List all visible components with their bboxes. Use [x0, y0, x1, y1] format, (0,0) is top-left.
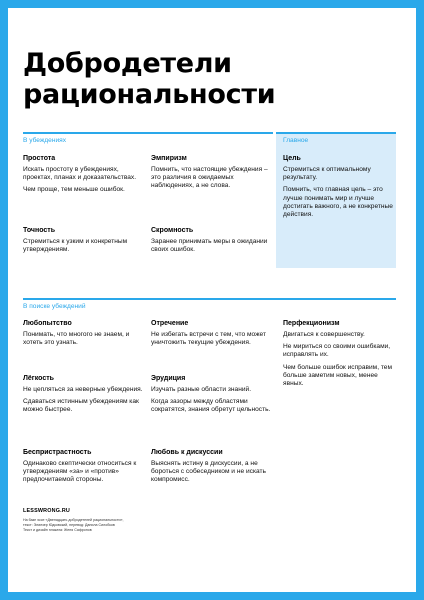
virtue-text: Когда зазоры между областями сократятся, знания обретут цельность.: [151, 398, 271, 414]
section-label-beliefs: В убеждениях: [23, 137, 67, 144]
virtue-text: Заранее принимать меры в ожидании своих ошибок.: [151, 238, 268, 254]
site-link[interactable]: LESSWRONG.RU: [23, 508, 71, 514]
virtue-heading: Скромность: [151, 227, 194, 234]
virtue-heading: Отречение: [151, 320, 189, 327]
virtue-tsel: [283, 154, 393, 223]
virtue-text: Стремиться к узким и конкретным утверждениям.: [23, 238, 128, 254]
virtue-heading: Эмпиризм: [151, 155, 187, 162]
virtue-text: Двигаться к совершенству.: [283, 331, 365, 338]
virtue-text: Выяснять истину в дискуссии, а не бороться с собеседником и не искать компромисс.: [151, 460, 266, 484]
virtue-text: Одинаково скептически относиться к утверждениям «за» и «против» предпочитаемой стороны.: [23, 460, 137, 484]
virtue-text: Чем проще, тем меньше ошибок.: [23, 186, 125, 194]
virtue-text: Помнить, что настоящие убеждения – это различия в ожидаемых наблюдениях, а не слова.: [151, 166, 268, 190]
virtue-heading: Простота: [23, 155, 56, 162]
virtue-lyubopytstvo: [23, 319, 148, 351]
virtue-text: Чем больше ошибок исправим, тем больше заметим новых, менее явных.: [283, 363, 393, 388]
credits-line: текст: Элиезер Юдковский, перевод: Данила Силобков: [23, 523, 115, 527]
title-line-2: рациональности: [23, 79, 276, 110]
section-label-goal: Главное: [283, 137, 309, 144]
virtue-perfektsionizm: [283, 319, 398, 392]
virtue-heading: Беспристрастность: [23, 449, 92, 456]
title-line-1: Добродетели: [23, 48, 232, 79]
virtue-text: Изучать разные области знаний.: [151, 386, 252, 393]
virtue-heading: Лёгкость: [23, 375, 54, 382]
virtue-lyubov: [151, 448, 276, 489]
credits-line: На базе эссе «Двенадцать добродетелей рациональности»,: [23, 518, 124, 522]
virtue-otrechenie: [151, 319, 276, 351]
virtue-lyogkost: [23, 374, 148, 419]
section-rule-goal: [276, 132, 396, 134]
virtue-erudiciya: [151, 374, 276, 419]
virtue-text: Сдаваться истинным убеждениям как можно быстрее.: [23, 398, 139, 414]
virtue-heading: Эрудиция: [151, 375, 186, 382]
virtue-heading: Цель: [283, 155, 301, 162]
poster-sheet: [8, 8, 416, 592]
virtue-bespristrastnost: [23, 448, 148, 489]
section-label-search: В поиске убеждений: [23, 303, 86, 310]
virtue-heading: Любопытство: [23, 320, 72, 327]
virtue-heading: Перфекционизм: [283, 320, 340, 327]
virtue-text: Не избегать встречи с тем, что может уничтожить текущие убеждения.: [151, 331, 266, 347]
virtue-text: Помнить, что главная цель – это лучше понимать мир и лучше достигать важного, а не конкретные действия.: [283, 186, 393, 219]
poster-title: [23, 48, 323, 110]
section-rule-search: [23, 298, 396, 300]
section-rule-beliefs: [23, 132, 273, 134]
virtue-empirizm: [151, 154, 276, 195]
virtue-text: Понимать, что многого не знаем, и хотеть это узнать.: [23, 331, 130, 347]
virtue-prostota: [23, 154, 148, 199]
virtue-text: Не мириться со своими ошибками, исправлять их.: [283, 343, 391, 359]
credits-line: Текст и дизайн плаката: Женя Сафронов: [23, 528, 92, 532]
virtue-skromnost: [151, 226, 276, 258]
virtue-heading: Любовь к дискуссии: [151, 449, 223, 456]
virtue-heading: Точность: [23, 227, 56, 234]
virtue-tochnost: [23, 226, 148, 258]
virtue-text: Не цепляться за неверные убеждения.: [23, 386, 143, 393]
virtue-text: Стремиться к оптимальному результату.: [283, 166, 371, 182]
virtue-text: Искать простоту в убеждениях, проектах, планах и доказательствах.: [23, 166, 137, 182]
poster-footer: [23, 508, 223, 533]
